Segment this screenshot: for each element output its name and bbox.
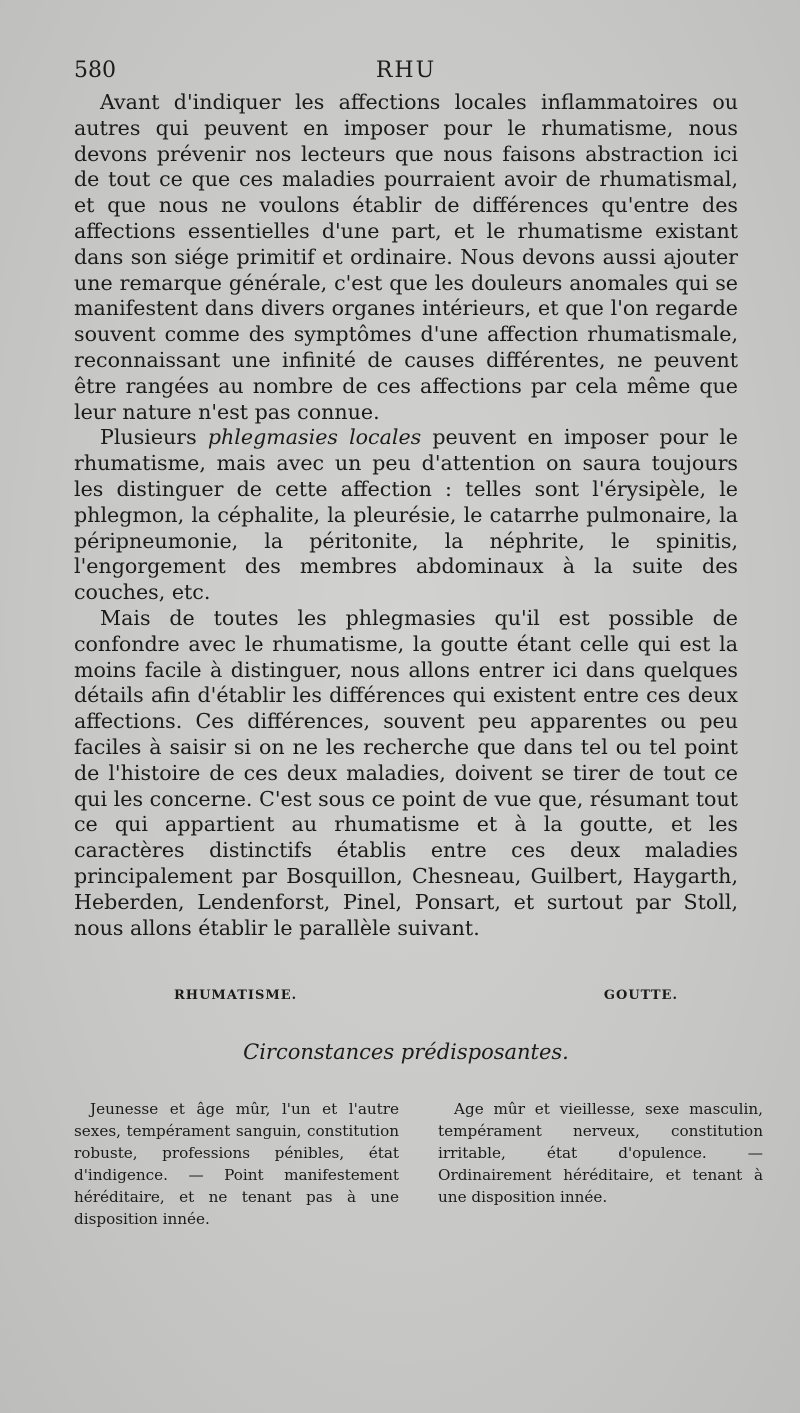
paragraph-2-emphasis: phlegmasies locales <box>207 425 422 450</box>
paragraph-1: Avant d'indiquer les affections locales inflammatoires ou autres qui peuvent en imposer pour le rhumatisme, nous devons prévenir nos lecteurs que nous faisons abstraction ici de tout ce que ces maladies pourraient avoir de rhumatismal, et que nous ne voulons établir de différences qu'entre des affections essentielles d'une part, et le rhumatisme existant dans son siége primitif et ordinaire. Nous devons aussi ajouter une remarque générale, c'est que les douleurs anomales qui se manifestent dans divers organes intérieurs, et que l'on regarde souvent comme des symptômes d'une affection rhumatismale, reconnaissant une infinité de causes différentes, ne peuvent être rangées au nombre de ces affections par cela même que leur nature n'est pas connue. <box>74 90 738 424</box>
section-title: Circonstances prédisposantes. <box>243 1040 569 1064</box>
comparison-headings <box>74 988 738 1012</box>
page-header <box>74 58 738 88</box>
left-column-text: Jeunesse et âge mûr, l'un et l'autre sexes, tempérament sanguin, constitution robuste, professions pénibles, état d'indigence. — Point manifestement héréditaire, et ne tenant pas à une disposition innée. <box>74 1100 399 1228</box>
left-column <box>74 1098 399 1230</box>
body-text <box>74 90 738 941</box>
paragraph-2-rest: peuvent en imposer pour le rhumatisme, mais avec un peu d'attention on saura toujours les distinguer de cette affection : telles sont l'érysipèle, le phlegmon, la céphalite, la pleurésie, le catarrhe pulmonaire, la péripneumonie, la péritonite, la néphrite, le spinitis, l'engorgement des membres abdominaux à la suite des couches, etc. <box>74 425 738 605</box>
right-column <box>438 1098 763 1208</box>
page-number: 580 <box>74 58 116 83</box>
paragraph-2-start: Plusieurs <box>100 425 208 450</box>
right-column-text: Age mûr et vieillesse, sexe masculin, tempérament nerveux, constitution irritable, état d'opulence. — Ordinairement héréditaire, et tenant à une disposition innée. <box>438 1100 763 1206</box>
paragraph-3: Mais de toutes les phlegmasies qu'il est possible de confondre avec le rhumatisme, la goutte étant celle qui est la moins facile à distinguer, nous allons entrer ici dans quelques détails afin d'établir les différences qui existent entre ces deux affections. Ces différences, souvent peu apparentes ou peu faciles à saisir si on ne les recherche que dans tel ou tel point de l'histoire de ces deux maladies, doivent se tirer de tout ce qui les concerne. C'est sous ce point de vue que, résumant tout ce qui appartient au rhumatisme et à la goutte, et les caractères distinctifs établis entre ces deux maladies principalement par Bosquillon, Chesneau, Guilbert, Haygarth, Heberden, Lendenforst, Pinel, Ponsart, et surtout par Stoll, nous allons établir le parallèle suivant. <box>74 605 738 940</box>
paragraph-2 <box>74 425 738 606</box>
left-column-heading: RHUMATISME. <box>174 988 298 1003</box>
running-head: RHU <box>375 58 437 83</box>
right-column-heading: GOUTTE. <box>603 988 678 1003</box>
